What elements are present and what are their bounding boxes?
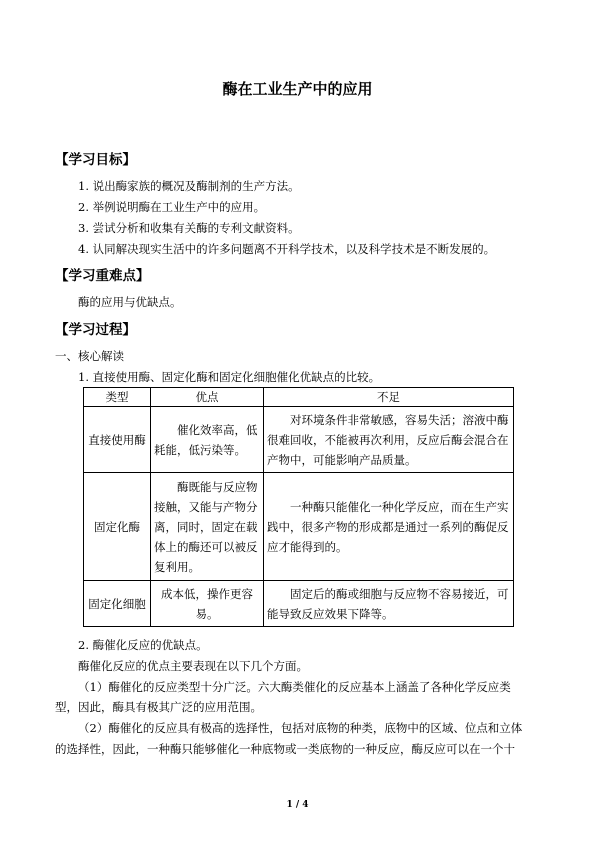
table-row <box>84 473 514 581</box>
paragraph: （1）酶催化的反应类型十分广泛。六大酶类催化的反应基本上涵盖了各种化学反应类 <box>78 680 511 694</box>
paragraph-continued: 的选择性，因此，一种酶只能够催化一种底物或一类底物的一种反应，酶反应可以在一个十 <box>55 742 515 756</box>
objective-item: 3. 尝试分析和收集有关酶的专利文献资料。 <box>78 221 300 235</box>
table-header-cell: 类型 <box>84 388 151 407</box>
table-cell: 成本低，操作更容易。 <box>151 581 264 627</box>
paragraph-continued: 型，因此，酶具有极其广泛的应用范围。 <box>55 700 262 714</box>
table-cell: 固定化酶 <box>84 473 151 581</box>
table-row <box>84 581 514 627</box>
section-heading-process: 【学习过程】 <box>55 322 136 338</box>
table-header-row <box>84 388 514 407</box>
paragraph: （2）酶催化的反应具有极高的选择性，包括对底物的种类，底物中的区域、位点和立体 <box>78 721 523 735</box>
page-title: 酶在工业生产中的应用 <box>222 80 373 98</box>
table-cell: 对环境条件非常敏感，容易失活；溶液中酶很难回收，不能被再次利用，反应后酶会混合在产物中，可能影响产品质量。 <box>264 407 514 473</box>
subheading-core: 一、核心解读 <box>55 349 124 363</box>
table-row <box>84 407 514 473</box>
table-header-cell: 不足 <box>264 388 514 407</box>
page-number: 1 / 4 <box>286 800 309 810</box>
objective-item: 1. 说出酶家族的概况及酶制剂的生产方法。 <box>78 179 300 193</box>
objective-item: 4. 认同解决现实生活中的许多问题离不开科学技术，以及科学技术是不断发展的。 <box>78 242 496 256</box>
item-2-heading: 2. 酶催化反应的优缺点。 <box>78 638 208 652</box>
table-cell: 直接使用酶 <box>84 407 151 473</box>
paragraph: 酶催化反应的优点主要表现在以下几个方面。 <box>78 659 308 673</box>
table-cell: 固定化细胞 <box>84 581 151 627</box>
table-header-cell: 优点 <box>151 388 264 407</box>
table-cell: 酶既能与反应物接触，又能与产物分离，同时，固定在载体上的酶还可以被反复利用。 <box>151 473 264 581</box>
section-heading-key-points: 【学习重难点】 <box>55 268 150 284</box>
section-heading-objectives: 【学习目标】 <box>55 152 136 168</box>
table-cell: 固定后的酶或细胞与反应物不容易接近，可能导致反应效果下降等。 <box>264 581 514 627</box>
table-cell: 催化效率高，低耗能，低污染等。 <box>151 407 264 473</box>
comparison-table <box>83 387 514 627</box>
key-points-text: 酶的应用与优缺点。 <box>78 295 182 309</box>
item-1-heading: 1. 直接使用酶、固定化酶和固定化细胞催化优缺点的比较。 <box>78 370 381 384</box>
table-cell: 一种酶只能催化一种化学反应，而在生产实践中，很多产物的形成都是通过一系列的酶促反应才能得到的。 <box>264 473 514 581</box>
objective-item: 2. 举例说明酶在工业生产中的应用。 <box>78 200 266 214</box>
